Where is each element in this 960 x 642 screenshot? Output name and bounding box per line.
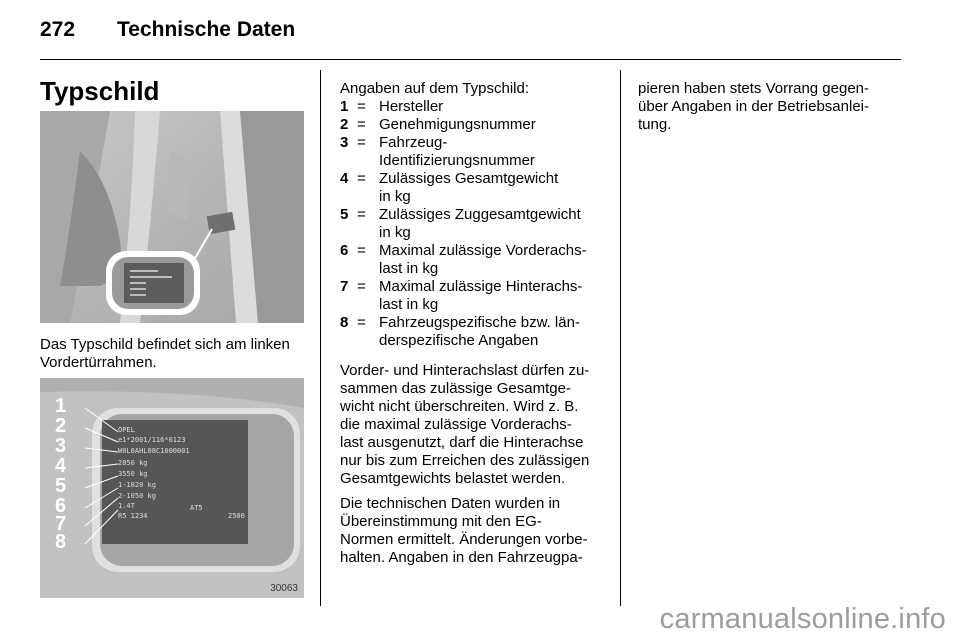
- plate-line-3: W0L0AHL08C1000001: [118, 447, 190, 455]
- list-item-number: 8: [340, 314, 349, 331]
- list-item-text: Maximal zulässige Vorderachs- last in kg: [379, 242, 587, 277]
- list-item-text: Fahrzeugspezifische bzw. län- derspezifische Angaben: [379, 314, 580, 349]
- header-rule: [40, 59, 901, 60]
- callout-7: 7: [55, 513, 67, 535]
- plate-line-7: 2-1050 kg: [118, 492, 156, 500]
- section-title: Typschild: [40, 76, 160, 106]
- figure-code: 30063: [270, 583, 298, 594]
- plate-line-6: 1-1020 kg: [118, 481, 156, 489]
- list-item-text: Zulässiges Gesamtgewicht in kg: [379, 170, 559, 205]
- list-item-equals: =: [357, 242, 366, 259]
- list-item-equals: =: [357, 98, 366, 115]
- list-item: [340, 170, 610, 206]
- callout-4: 4: [55, 455, 67, 477]
- list-item-equals: =: [357, 170, 366, 187]
- list-item-number: 7: [340, 278, 349, 295]
- list-item-text: Maximal zulässige Hinterachs- last in kg: [379, 278, 583, 313]
- list-item-text: Fahrzeug- Identifizierungsnummer: [379, 134, 535, 169]
- list-item: [340, 314, 610, 350]
- callout-6: 6: [55, 495, 67, 517]
- plate-line-4: 2050 kg: [118, 459, 148, 467]
- list-item-text: Genehmigungsnummer: [379, 116, 536, 133]
- callout-5: 5: [55, 475, 67, 497]
- list-item: [340, 278, 610, 314]
- list-item: [340, 242, 610, 278]
- page-number: 272: [40, 18, 76, 41]
- list-item-number: 6: [340, 242, 349, 259]
- list-item-number: 1: [340, 98, 349, 115]
- list-item-equals: =: [357, 314, 366, 331]
- list-item-number: 5: [340, 206, 349, 223]
- paragraph-continued: pieren haben stets Vorrang gegen- über Angaben in der Betriebsanlei- tung.: [638, 80, 869, 133]
- plate-right-1: AT5: [190, 504, 203, 512]
- list-item-equals: =: [357, 278, 366, 295]
- door-frame-illustration: [40, 111, 304, 323]
- plate-line-9: R5 1234: [118, 512, 148, 520]
- callout-3: 3: [55, 435, 67, 457]
- chapter-title: Technische Daten: [117, 18, 296, 41]
- paragraph-eg-norms: Die technischen Daten wurden in Übereinstimmung mit den EG- Normen ermittelt. Änderungen vorbe- halten. Angaben in den Fahrzeugpa-: [340, 495, 588, 566]
- column-divider-2: [620, 70, 621, 606]
- callout-8: 8: [55, 531, 67, 553]
- paragraph-axle-load: Vorder- und Hinterachslast dürfen zu- sammen das zulässige Gesamtge- wicht nicht überschreiten. Wird z. B. die maximal zulässige Vorderachs- last ausgenutzt, darf die Hinterachse nur bis zum Erreichen des zulässigen Gesamtgewichts belastet werden.: [340, 362, 590, 487]
- type-plate-drawing: [40, 378, 304, 598]
- type-plate-closeup: [40, 378, 304, 598]
- list-item-number: 4: [340, 170, 349, 187]
- list-item-equals: =: [357, 206, 366, 223]
- watermark: carmanualsonline.info: [659, 603, 946, 635]
- intro-text: Das Typschild befindet sich am linken Vordertürrahmen.: [40, 336, 290, 371]
- callout-1: 1: [55, 395, 67, 417]
- plate-right-2: 2500: [228, 512, 245, 520]
- list-item-number: 2: [340, 116, 349, 133]
- plate-line-8: 1.4T: [118, 502, 135, 510]
- plate-line-5: 3550 kg: [118, 470, 148, 478]
- plate-line-2: e1*2001/116*0123: [118, 436, 186, 444]
- list-item-equals: =: [357, 116, 366, 133]
- list-item: [340, 134, 610, 170]
- list-item: [340, 116, 610, 134]
- list-item-number: 3: [340, 134, 349, 151]
- column-divider-1: [320, 70, 321, 606]
- plate-line-1: OPEL: [118, 426, 135, 434]
- type-plate-list: [340, 98, 610, 350]
- list-item-text: Zulässiges Zuggesamtgewicht in kg: [379, 206, 581, 241]
- list-item: [340, 98, 610, 116]
- list-item-equals: =: [357, 134, 366, 151]
- list-heading: Angaben auf dem Typschild:: [340, 80, 530, 97]
- callout-2: 2: [55, 415, 67, 437]
- list-item-text: Hersteller: [379, 98, 444, 115]
- list-item: [340, 206, 610, 242]
